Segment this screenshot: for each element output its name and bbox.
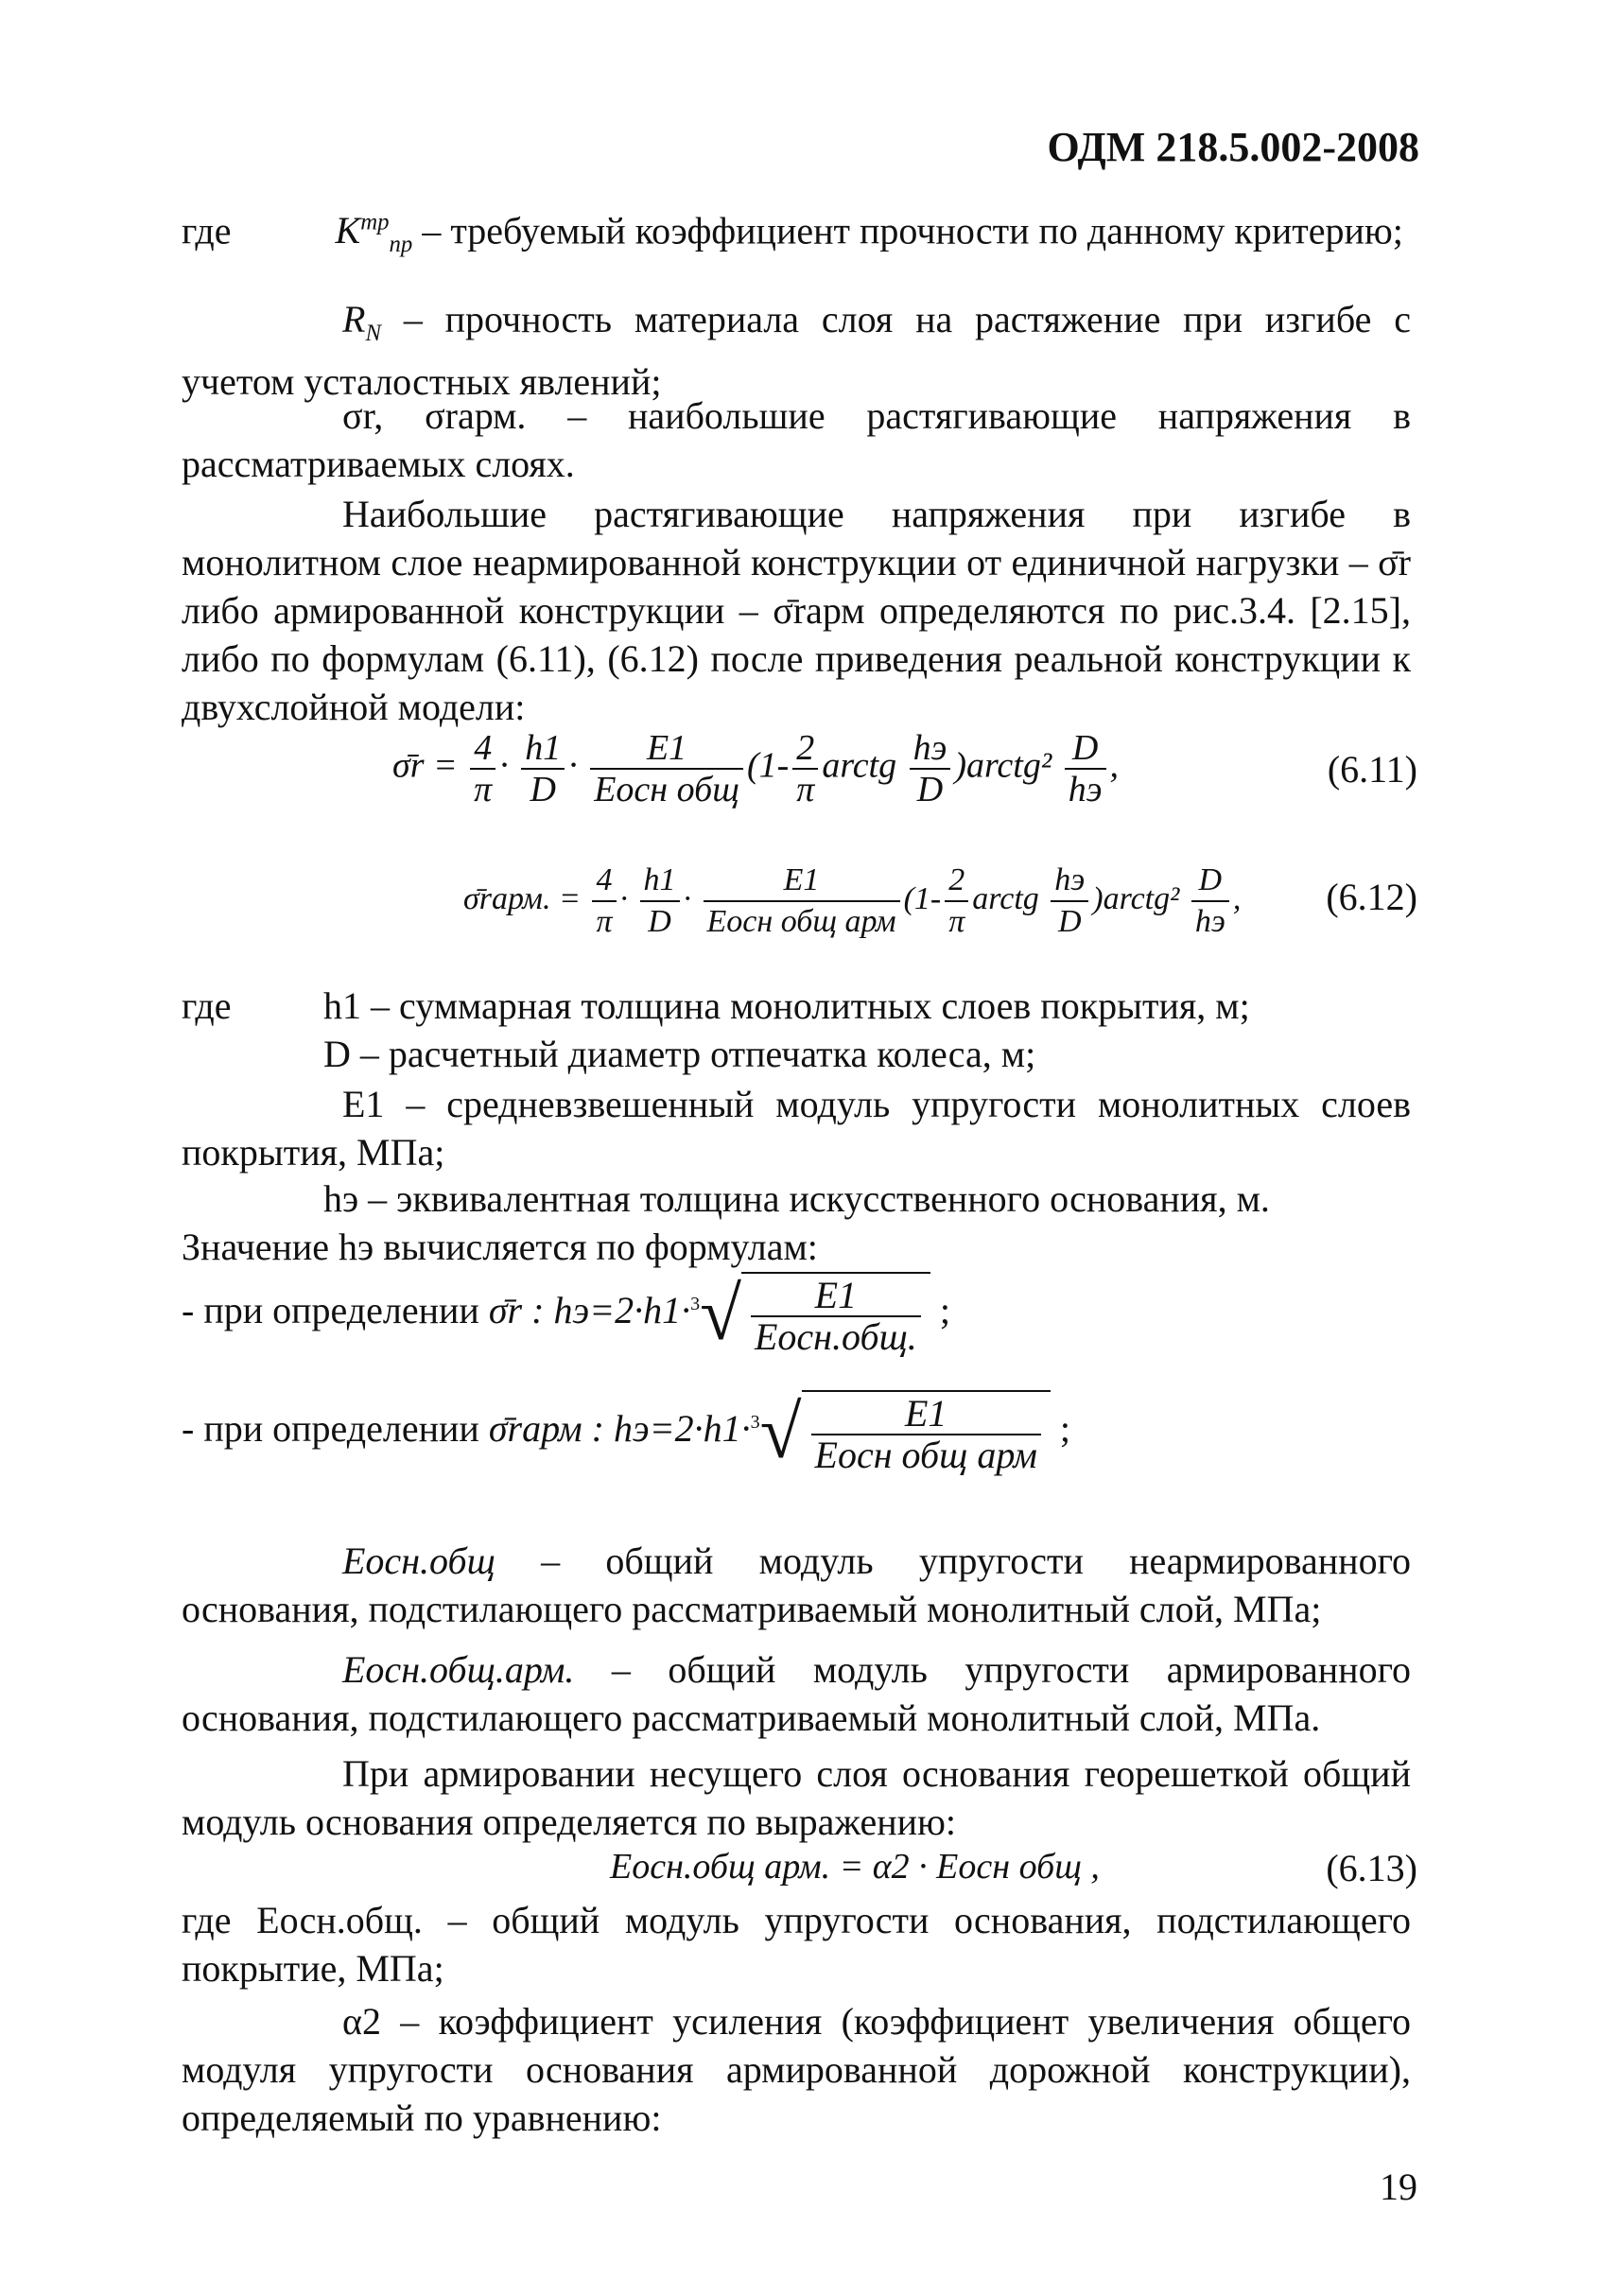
formula-6-13: Eосн.общ арм. = α2 · Eосн общ , — [610, 1847, 1100, 1887]
case-2-formula: - при определении σ̄rарм : hэ=2·h1·$^3$√ $\frac{E1}{\text{Eосн общ арм}}$ ; — [182, 1391, 1070, 1476]
definition-e1: E1 – средневзвешенный модуль упругости монолитных слоев покрытия, МПа; — [182, 1083, 1411, 1174]
definition-d: D – расчетный диаметр отпечатка колеса, м; — [323, 1033, 1036, 1075]
equation-number-6-13: (6.13) — [1326, 1847, 1417, 1889]
definition-e-osn-obsch: где Eосн.общ. – общий модуль упругости основания, подстилающего покрытие, МПа; — [182, 1899, 1411, 1990]
definition-sigma: σr, σrарм. – наибольшие растягивающие напряжения в рассматриваемых слоях. — [182, 394, 1411, 485]
rn-symbol: $R_N$ — [342, 298, 381, 346]
gde-label: где — [182, 209, 232, 252]
definition-h1: h1 – суммарная толщина монолитных слоев покрытия, м; — [323, 984, 1250, 1027]
gde-label-2: где — [182, 984, 232, 1027]
equation-number-6-11: (6.11) — [1327, 748, 1417, 791]
paragraph-stresses: Наибольшие растягивающие напряжения при изгибе в монолитном слое неармированной конструкции от единичной нагрузки – σ̄r либо армированной конструкции – σ̄rарм определяются по рис.3.4. [2.15], либо по формулам (6.11), (6.12) после приведения реальной конструкции к двухслойной модели: — [182, 493, 1411, 728]
k-description: – требуемый коэффициент прочности по данному критерию; — [422, 209, 1403, 252]
definition-alpha: α2 – коэффициент усиления (коэффициент увеличения общего модуля упругости основания армированной дорожной конструкции), определяемый по уравнению: — [182, 2000, 1411, 2139]
document-code: ОДМ 218.5.002-2008 — [1047, 124, 1419, 170]
definition-k — [182, 199, 1411, 269]
case-1-formula: - при определении σ̄r : hэ=2·h1·$^3$√ $\frac{E1}{\text{Eосн.общ.}}$ ; — [182, 1273, 950, 1358]
formula-6-12: σ̄rарм. = $\frac{4}{\pi}$ · $\frac{h1}{D}$ · $\frac{E1}{\text{Eосн общ арм}}$ (1- $\frac{2}{\pi}$ arctg $\frac{hэ}{D}$ )arctg² $\frac{D}{hэ}$ , — [463, 862, 1242, 939]
rn-description: – прочность материала слоя на растяжение при изгибе с учетом усталостных явлений; — [182, 298, 1411, 403]
page-number: 19 — [1380, 2166, 1417, 2208]
paragraph-reinforcement: При армировании несущего слоя основания георешеткой общий модуль основания определяется по выражению: — [182, 1752, 1411, 1843]
k-symbol: $K^{тр}_{пр}$ — [335, 209, 413, 258]
formula-6-11: σ̄r = $\frac{4}{\pi}$ · $\frac{h1}{D}$ · $\frac{E1}{\text{Eосн общ}}$ (1- $\frac{2}{\pi}$ arctg $\frac{hэ}{D}$ )arctg² $\frac{D}{hэ}$ , — [392, 728, 1120, 809]
definition-rn — [182, 295, 1411, 406]
definition-e-osn: Eосн.общ – общий модуль упругости неармированного основания, подстилающего рассматриваемый монолитный слой, МПа; — [182, 1539, 1411, 1630]
definition-he: hэ – эквивалентная толщина искусственного основания, м. — [323, 1177, 1270, 1220]
he-calc-intro: Значение hэ вычисляется по формулам: — [182, 1226, 818, 1268]
equation-number-6-12: (6.12) — [1326, 876, 1417, 918]
definition-e-osn-arm: Eосн.общ.арм. – общий модуль упругости армированного основания, подстилающего рассматриваемый монолитный слой, МПа. — [182, 1648, 1411, 1739]
